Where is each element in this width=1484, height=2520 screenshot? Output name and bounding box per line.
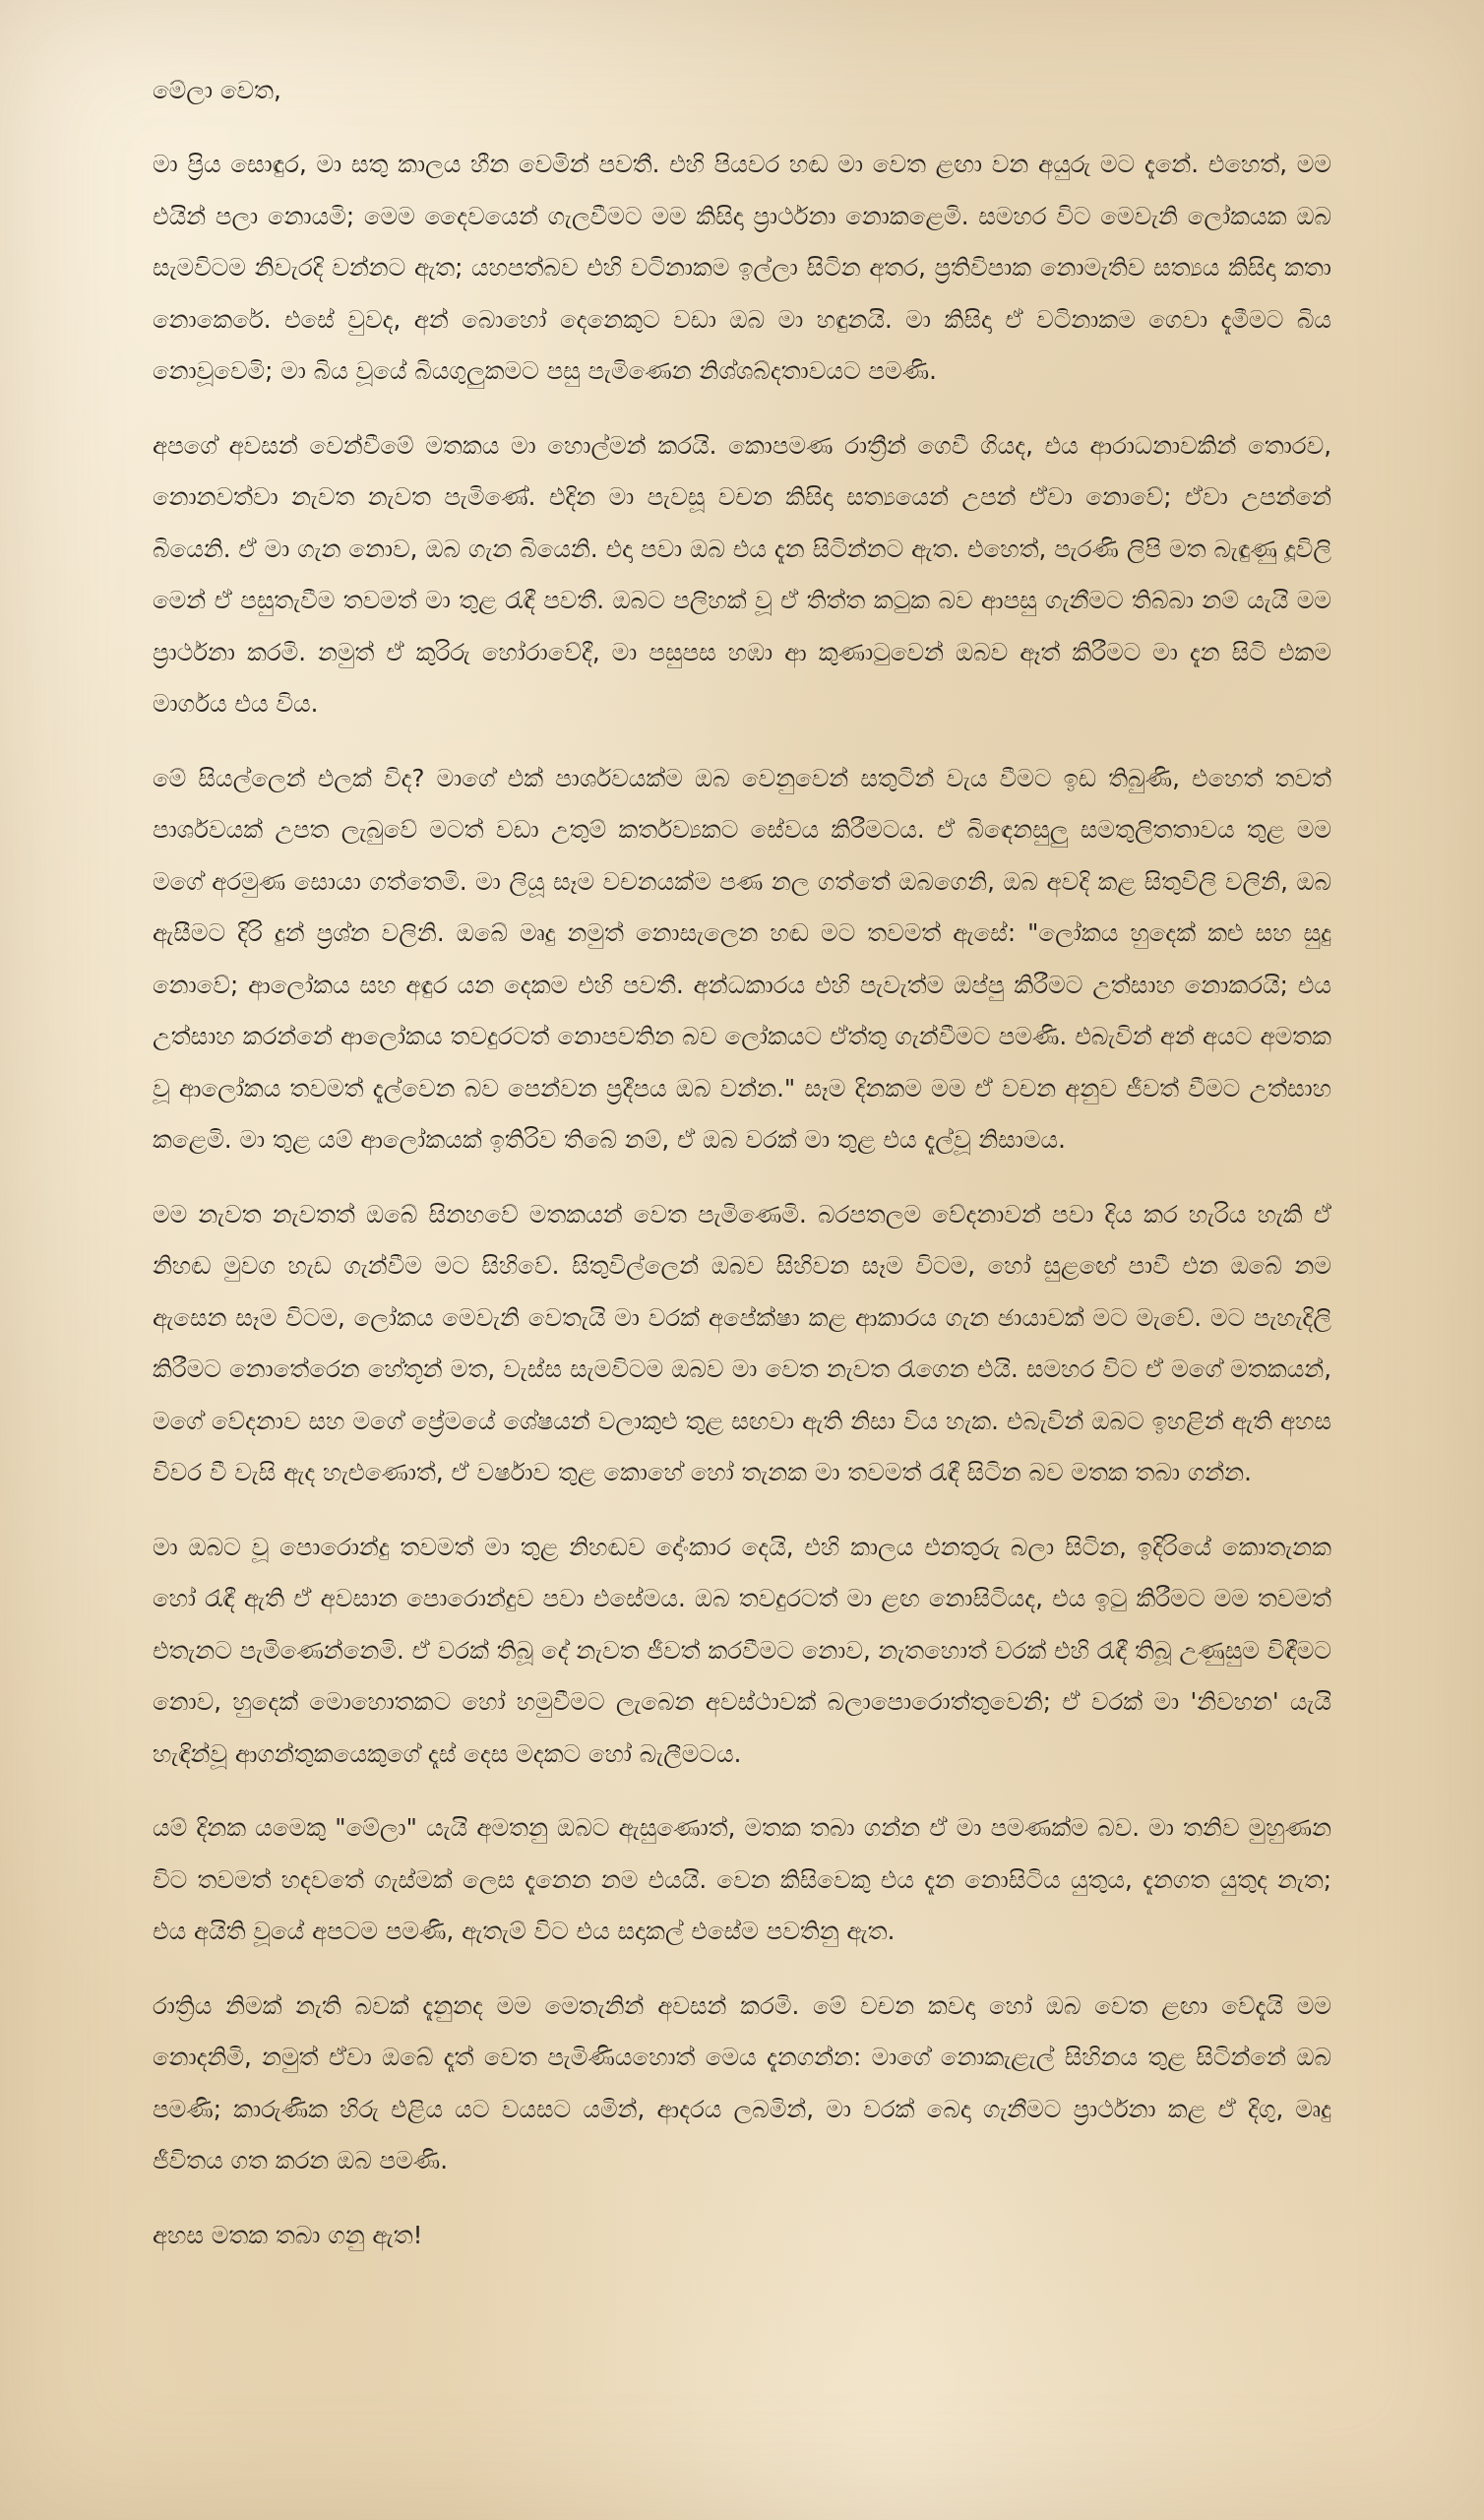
letter-salutation: මේලා වෙත, (153, 76, 281, 104)
letter-paragraph-5: මා ඔබට වූ පොරොන්දු තවමත් මා තුළ නිහඬව දෝංකාර දෙයි, එහි කාලය එනතුරු බලා සිටින, ඉදිරියේ කොතැනක හෝ රැඳී ඇති ඒ අවසාන පොරොන්දුව පවා එසේමය. ඔබ තවදුරටත් මා ළඟ නොසිටියද, එය ඉටු කිරීමට මම තවමත් එතැනට පැමිණෙන්නෙමි. ඒ වරක් තිබූ දේ නැවත ජීවත් කරවීමට නොව, නැතහොත් වරක් එහි රැඳී තිබූ උණුසුම විඳීමට නොව, හුදෙක් මොහොතකට හෝ හමුවීමට ලැබෙන අවස්ථාවක් බලාපොරොත්තුවෙනි; ඒ වරක් මා 'නිවහන' යැයි හැඳින්වූ ආගන්තුකයෙකුගේ දෑස් දෙස මදකට හෝ බැලීමටය. (153, 1532, 1331, 1768)
letter-paragraph-6: යම් දිනක යමෙකු "මේලා" යැයි අමතනු ඔබට ඇසුණොත්, මතක තබා ගන්න ඒ මා පමණක්ම බව. මා තනිව මුහුණන විට තවමත් හදවතේ ගැස්මක් ලෙස දැනෙන නම එයයි. වෙන කිසිවෙකු එය දැන නොසිටිය යුතුය, දැනගත යුතුද නැත; එය අයිති වූයේ අපටම පමණි, ඇතැම් විට එය සදාකල් එසේම පවතිනු ඇත. (153, 1813, 1331, 1945)
letter-body (153, 65, 1331, 2261)
letter-paragraph-2: අපගේ අවසන් වෙන්වීමේ මතකය මා හොල්මන් කරයි. කොපමණ රාත්‍රීන් ගෙවී ගියද, එය ආරාධනාවකින් තොරව, නොනවත්වා නැවත නැවත පැමිණේ. එදින මා පැවසූ වචන කිසිදා සත්‍යයෙන් උපන් ඒවා නොවේ; ඒවා උපන්නේ බියෙනි. ඒ මා ගැන නොව, ඔබ ගැන බියෙනි. එදා පවා ඔබ එය දැන සිටින්නට ඇත. එහෙත්, පැරණි ලිපි මත බැඳුණු දූවිලි මෙන් ඒ පසුතැවීම තවමත් මා තුළ රැඳී පවතී. ඔබට පලිහක් වූ ඒ තිත්ත කටුක බව ආපසු ගැනීමට තිබ්බා නම් යැයි මම ප්‍රාර්ථනා කරමි. නමුත් ඒ කුරිරු හෝරාවේදී, මා පසුපස හඹා ආ කුණාටුවෙන් ඔබව ඈත් කිරීමට මා දැන සිටි එකම මාර්ගය එය විය. (153, 430, 1331, 718)
letter-paragraph-1: මා ප්‍රිය සොඳුර, මා සතු කාලය හීන වෙමින් පවතී. එහි පියවර හඬ මා වෙත ළඟා වන අයුරු මට දැනේ. එහෙත්, මම එයින් පලා නොයමි; මෙම දෛවයෙන් ගැලවීමට මම කිසිදා ප්‍රාර්ථනා නොකළෙමි. සමහර විට මෙවැනි ලෝකයක ඔබ සැමවිටම නිවැරදි වන්නට ඇත; යහපත්බව එහි වටිනාකම ඉල්ලා සිටින අතර, ප්‍රතිවිපාක නොමැතිව සත්‍යය කිසිදා කතා නොකෙරේ. එසේ වුවද, අන් බොහෝ දෙනෙකුට වඩා ඔබ මා හඳුනයි. මා කිසිදා ඒ වටිනාකම ගෙවා දැමීමට බිය නොවූවෙමි; මා බිය වූයේ බියගුලුකමට පසු පැමිණෙන නිශ්ශබ්දතාවයට පමණි. (153, 150, 1331, 385)
letter-closing: අහස මතක තබා ගනු ඇත! (153, 2220, 423, 2249)
letter-paragraph-7: රාත්‍රිය නිමක් නැති බවක් දැනුනද මම මෙතැනින් අවසන් කරමි. මේ වචන කවදා හෝ ඔබ වෙත ළඟා වේදැයි මම නොදනිමි, නමුත් ඒවා ඔබේ දෑත් වෙත පැමිණියහොත් මෙය දැනගන්න: මාගේ නොකැළැල් සිහිනය තුළ සිටින්නේ ඔබ පමණි; කාරුණික හිරු එළිය යට වයසට යමින්, ආදරය ලබමින්, මා වරක් බෙදා ගැනීමට ප්‍රාර්ථනා කළ ඒ දිගු, මෘදු ජීවිතය ගත කරන ඔබ පමණි. (153, 1990, 1331, 2174)
letter-paragraph-3: මේ සියල්ලෙන් එලක් විද? මාගේ එක් පාර්ශවයක්ම ඔබ වෙනුවෙන් සතුටින් වැය වීමට ඉඩ තිබුණි, එහෙත් තවත් පාර්ශවයක් උපත ලැබුවේ මටත් වඩා උතුම් කර්තව්‍යකට සේවය කිරීමටය. ඒ බිඳෙනසුලු සමතුලිතතාවය තුළ මම මගේ අරමුණ සොයා ගත්තෙමි. මා ලියූ සෑම වචනයක්ම පණ නල ගත්තේ ඔබගෙනි, ඔබ අවදි කළ සිතුවිලි වලිනි, ඔබ ඇසීමට දිරි දුන් ප්‍රශ්න වලිනි. ඔබේ මෘදු නමුත් නොසැලෙන හඬ මට තවමත් ඇසේ: "ලෝකය හුදෙක් කළු සහ සුදු නොවේ; ආලෝකය සහ අඳුර යන දෙකම එහි පවතී. අන්ධකාරය එහි පැවැත්ම ඔප්පු කිරීමට උත්සාහ නොකරයි; එය උත්සාහ කරන්නේ ආලෝකය තවදුරටත් නොපවතින බව ලෝකයට ඒත්තු ගැන්වීමට පමණි. එබැවින් අන් අයට අමතක වූ ආලෝකය තවමත් දැල්වෙන බව පෙන්වන ප්‍රදීපය ඔබ වන්න." සෑම දිනකම මම ඒ වචන අනුව ජීවත් වීමට උත්සාහ කළෙමි. මා තුළ යම් ආලෝකයක් ඉතිරිව තිබේ නම්, ඒ ඔබ වරක් මා තුළ එය දැල්වූ නිසාමය. (153, 763, 1331, 1154)
letter-paragraph-4: මම නැවත නැවතත් ඔබේ සිනහවේ මතකයන් වෙත පැමිණෙමි. බරපතලම වේදනාවන් පවා දිය කර හැරිය හැකි ඒ නිහඬ මුවග හැඩ ගැන්වීම මට සිහිවේ. සිතුවිල්ලෙන් ඔබව සිහිවන සෑම විටම, හෝ සුළඟේ පාවී එන ඔබේ නම ඇසෙන සෑම විටම, ලෝකය මෙවැනි වෙතැයි මා වරක් අපේක්ෂා කළ ආකාරය ගැන ඡායාවක් මට මැවේ. මට පැහැදිලි කිරීමට නොතේරෙන හේතූන් මත, වැස්ස සැමවිටම ඔබව මා වෙත නැවත රැගෙන එයි. සමහර විට ඒ මගේ මතකයන්, මගේ වේදනාව සහ මගේ ප්‍රේමයේ ශේෂයන් වලාකුළු තුළ සඟවා ඇති නිසා විය හැක. එබැවින් ඔබට ඉහළින් ඇති අහස විවර වී වැසි ඇද හැළුණොත්, ඒ වර්ෂාව තුළ කොහේ හෝ තැනක මා තවමත් රැඳී සිටින බව මතක තබා ගන්න. (153, 1199, 1331, 1486)
